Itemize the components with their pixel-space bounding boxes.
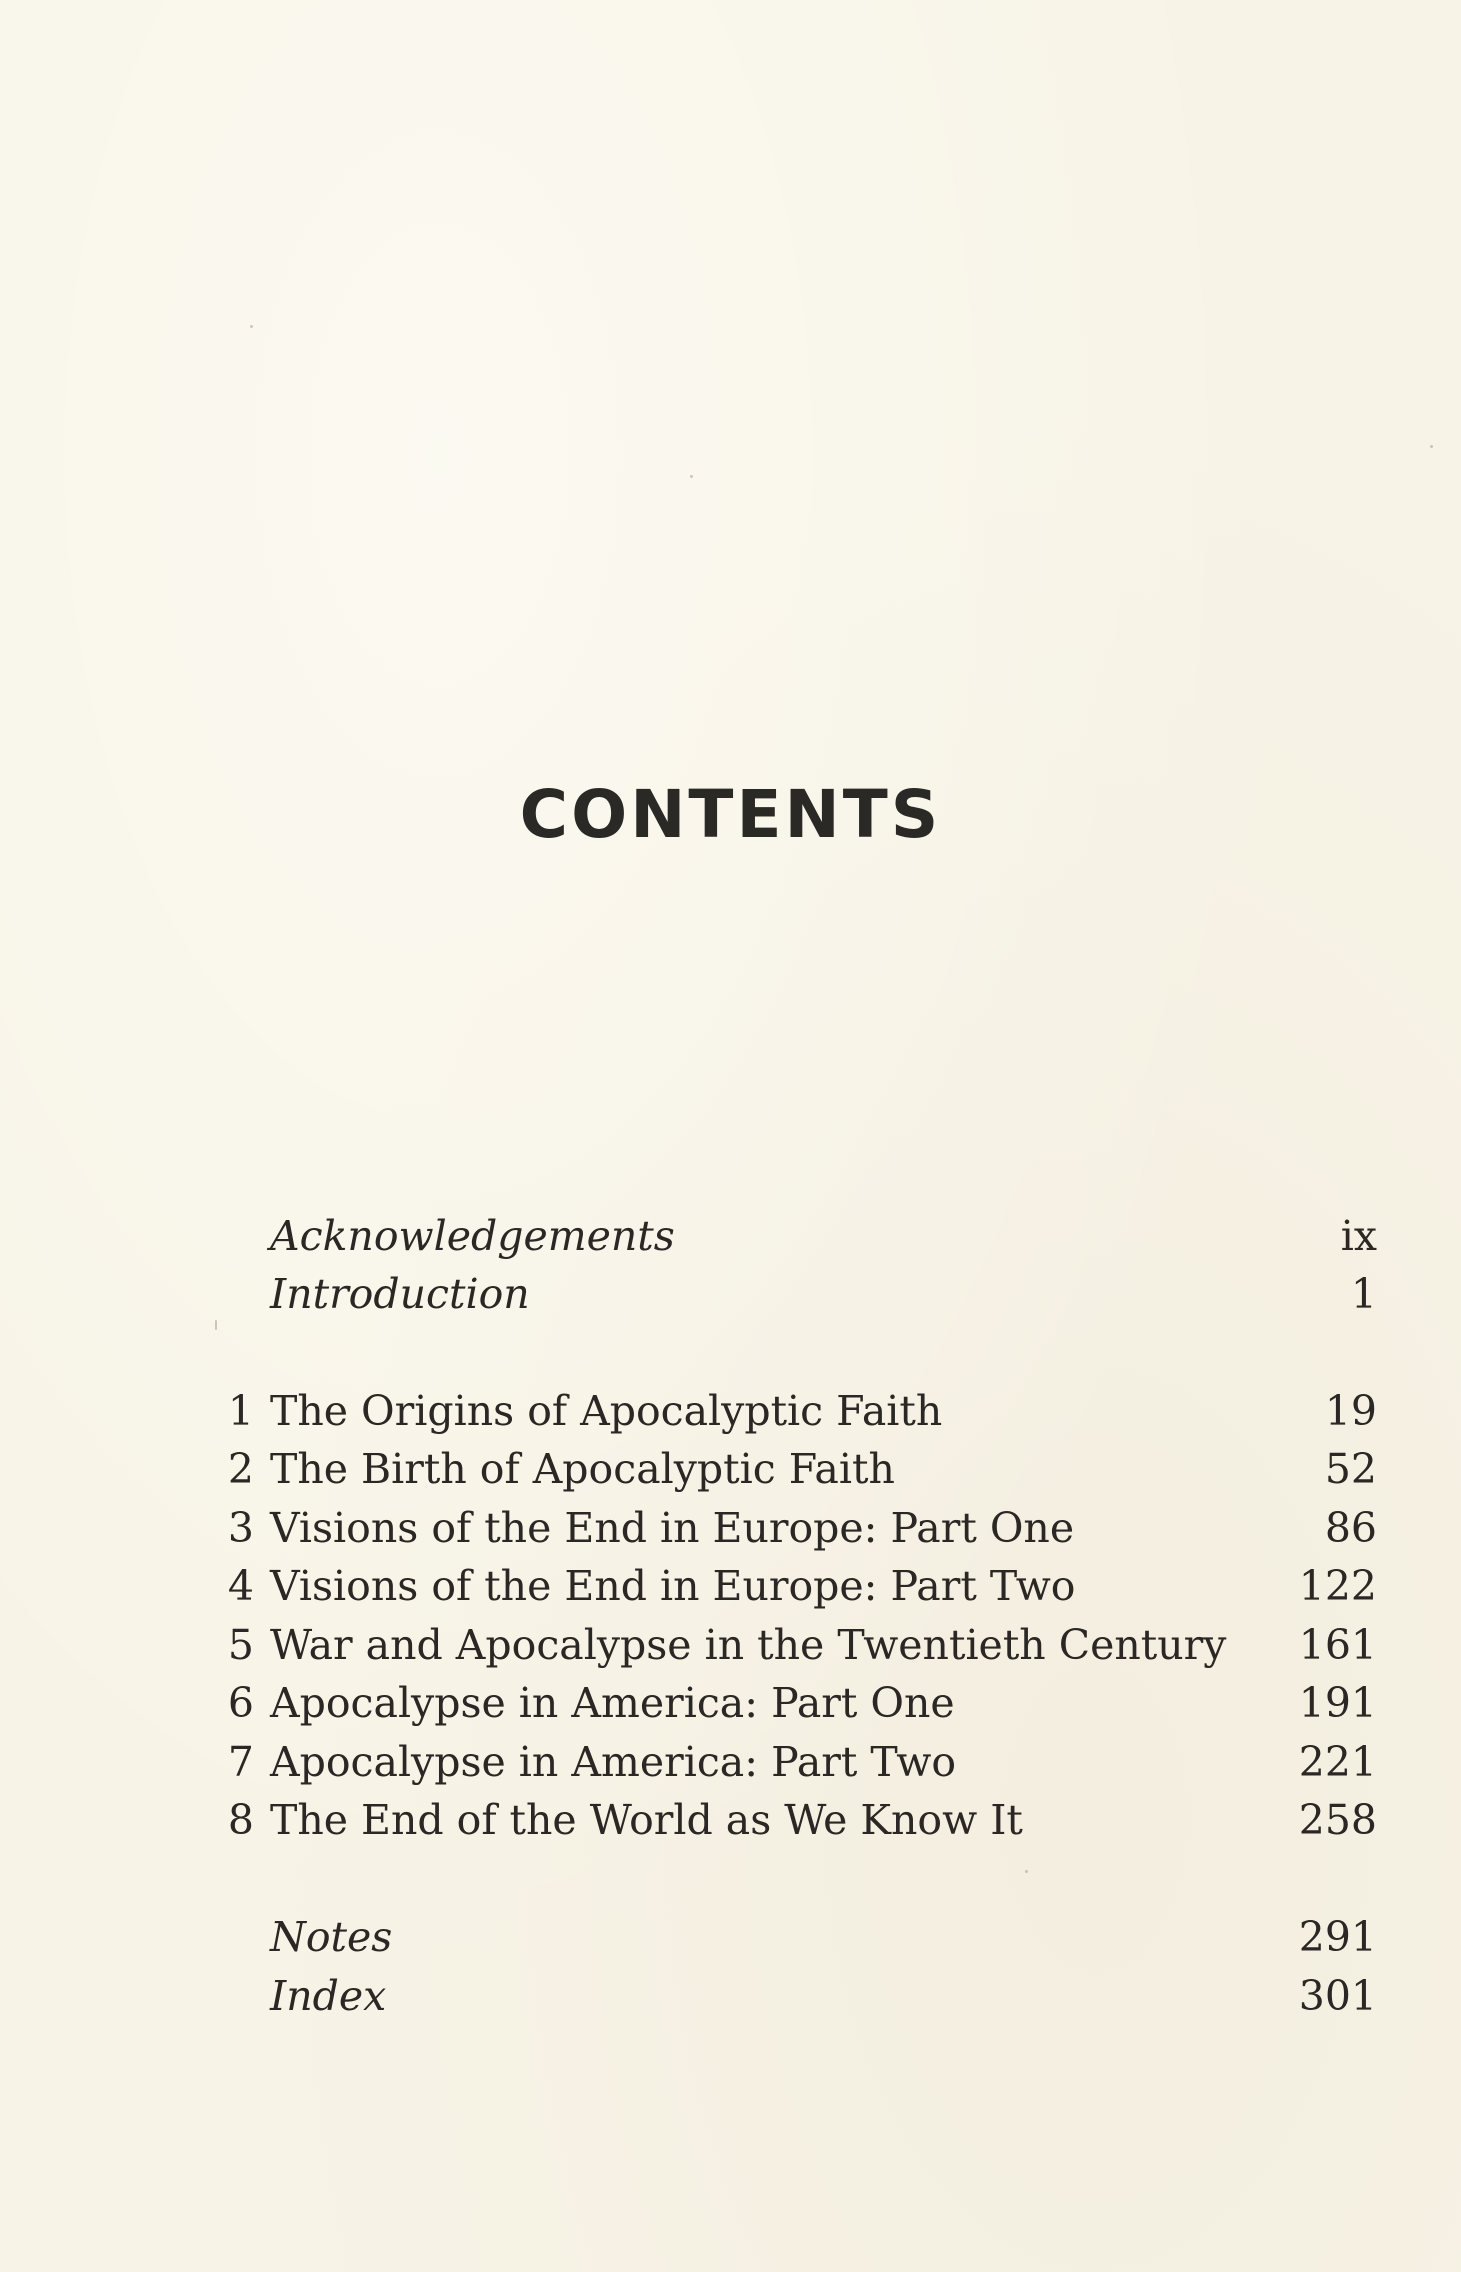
chapter-number: 7: [227, 1738, 254, 1786]
toc-entry-chapter-6[interactable]: [220, 1674, 1377, 1732]
toc-entry-page: 19: [1324, 1387, 1377, 1435]
toc-entry-chapter-3[interactable]: [220, 1499, 1377, 1557]
toc-entry-chapter-5[interactable]: [220, 1616, 1377, 1674]
toc-entry-page: 258: [1298, 1796, 1377, 1844]
toc-entry-label: Index: [270, 1972, 387, 2020]
paper-speck: [1025, 1870, 1028, 1873]
toc-entry-label: Notes: [270, 1913, 393, 1961]
toc-entry-label: The Birth of Apocalyptic Faith: [270, 1445, 895, 1493]
toc-entry-page: 301: [1298, 1972, 1377, 2020]
chapter-number: 6: [227, 1679, 254, 1727]
toc-entry-chapter-1[interactable]: [220, 1382, 1377, 1440]
toc-entry-page: ix: [1340, 1212, 1377, 1260]
toc-entry-page: 1: [1350, 1270, 1377, 1318]
toc-entry-chapter-4[interactable]: [220, 1557, 1377, 1615]
toc-entry-notes[interactable]: [220, 1908, 1377, 1966]
toc-entry-page: 86: [1324, 1504, 1377, 1552]
toc-entry-page: 122: [1298, 1562, 1377, 1610]
toc-entry-page: 291: [1298, 1913, 1377, 1961]
toc-entry-acknowledgements[interactable]: [220, 1207, 1377, 1265]
paper-speck: [250, 325, 253, 328]
paper-speck: [1430, 445, 1433, 448]
toc-entry-introduction[interactable]: [220, 1265, 1377, 1323]
toc-entry-label: The End of the World as We Know It: [270, 1796, 1023, 1844]
chapter-number: 8: [227, 1796, 254, 1844]
chapter-number: 4: [227, 1562, 254, 1610]
toc-entry-label: Visions of the End in Europe: Part One: [270, 1504, 1075, 1552]
toc-entry-chapter-2[interactable]: [220, 1440, 1377, 1498]
chapter-number: 2: [227, 1445, 254, 1493]
toc-entry-page: 221: [1298, 1738, 1377, 1786]
paper-speck: [690, 475, 693, 478]
page-title: CONTENTS: [519, 776, 942, 853]
chapter-number: 3: [227, 1504, 254, 1552]
toc-entry-label: War and Apocalypse in the Twentieth Century: [270, 1621, 1227, 1669]
toc-entry-label: Visions of the End in Europe: Part Two: [270, 1562, 1076, 1610]
chapter-number: 5: [227, 1621, 254, 1669]
toc-entry-label: Acknowledgements: [270, 1212, 675, 1260]
toc-entry-page: 161: [1298, 1621, 1377, 1669]
paper-speck: [215, 1320, 217, 1330]
toc-entry-label: The Origins of Apocalyptic Faith: [270, 1387, 943, 1435]
toc-entry-page: 52: [1324, 1445, 1377, 1493]
toc-entry-chapter-7[interactable]: [220, 1733, 1377, 1791]
toc-entry-label: Apocalypse in America: Part One: [270, 1679, 955, 1727]
toc-entry-label: Apocalypse in America: Part Two: [270, 1738, 957, 1786]
toc-entry-page: 191: [1298, 1679, 1377, 1727]
toc-entry-index[interactable]: [220, 1967, 1377, 2025]
toc-entry-chapter-8[interactable]: [220, 1791, 1377, 1849]
toc-entry-label: Introduction: [270, 1270, 530, 1318]
chapter-number: 1: [227, 1387, 254, 1435]
